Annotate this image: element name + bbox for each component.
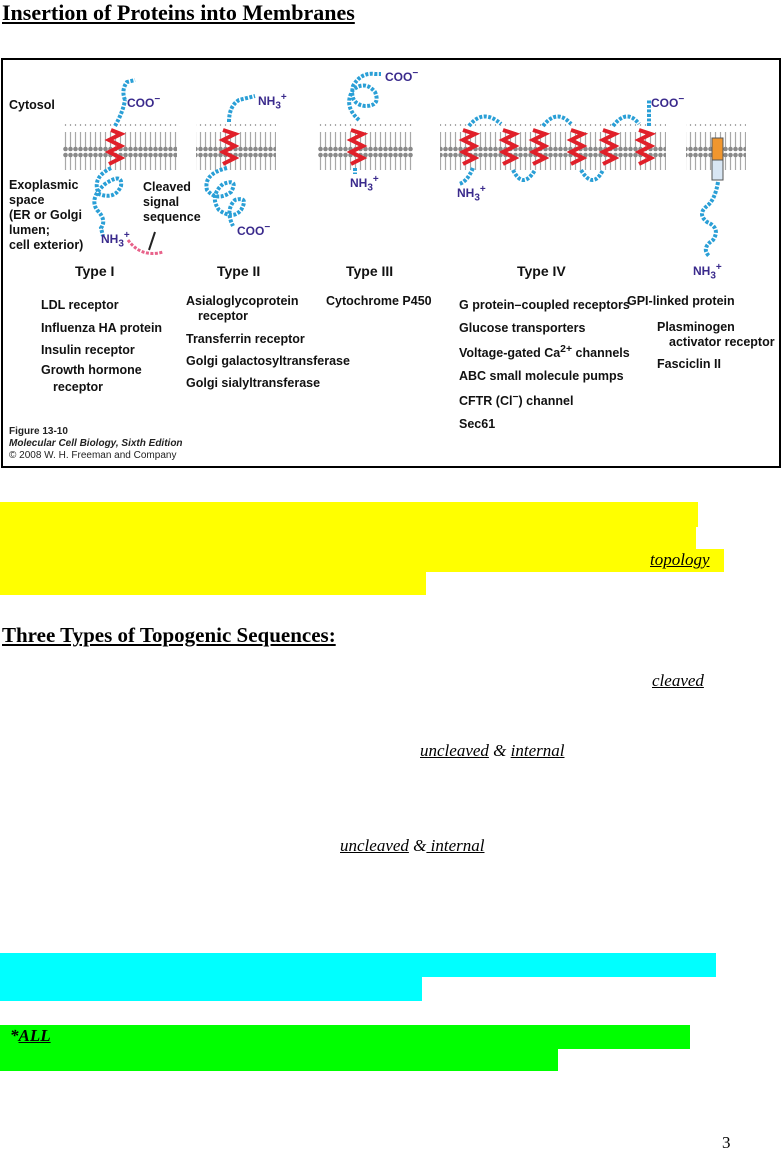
- type4-coo-label: COO−: [651, 94, 685, 110]
- cytosol-label: Cytosol: [9, 98, 55, 112]
- yellow-highlight-line2: [0, 527, 696, 549]
- green-highlight-line2: [0, 1049, 558, 1071]
- cyan-highlight-line1: [0, 953, 716, 977]
- type1-heading: Type I: [75, 263, 115, 279]
- gpi-examples: Plasminogen activator receptor Fasciclin II: [657, 320, 775, 371]
- type2-examples: Asialoglycoprotein receptor Transferrin receptor Golgi galactosyltransferase Golgi sialyltransferase: [186, 294, 350, 390]
- topology-term: topology: [650, 550, 710, 569]
- page-number: 3: [722, 1133, 731, 1152]
- protein-topology-figure: [1, 58, 781, 468]
- type3-examples: Cytochrome P450: [326, 294, 432, 308]
- type2-coo-label: COO−: [237, 222, 271, 238]
- cyan-highlight-line2: [0, 977, 422, 1001]
- cleaved-term: cleaved: [652, 671, 704, 690]
- gpi-nh3-label: $NH_3^+$: [693, 262, 722, 282]
- gpi-heading: GPI-linked protein: [627, 294, 735, 308]
- all-note: *ALL: [10, 1026, 51, 1045]
- type3-coo-label: COO−: [385, 68, 419, 84]
- uncleaved-internal-phrase-2: uncleaved & internal: [340, 836, 485, 855]
- yellow-highlight-line4: [0, 572, 426, 595]
- type3-heading: Type III: [346, 263, 394, 279]
- type1-nh3-label: $NH_3^+$: [101, 230, 130, 250]
- type2-nh3-label: $NH_3^+$: [258, 92, 287, 112]
- uncleaved-internal-phrase-1: uncleaved & internal: [420, 741, 565, 760]
- cleaved-signal-label: Cleaved signal sequence: [143, 180, 201, 224]
- exoplasmic-label: Exoplasmic space (ER or Golgi lumen; cell exterior): [9, 178, 84, 252]
- page-title: Insertion of Proteins into Membranes: [2, 0, 355, 25]
- type3-nh3-label: $NH_3^+$: [350, 174, 379, 194]
- yellow-highlight-line3: [0, 549, 724, 572]
- green-highlight-line1: [0, 1025, 690, 1049]
- type4-nh3-label: $NH_3^+$: [457, 184, 486, 204]
- section-heading: Three Types of Topogenic Sequences:: [2, 623, 336, 647]
- membrane-type3: [318, 124, 413, 170]
- yellow-highlight-line1: [0, 502, 698, 527]
- cleaved-signal-marker: [149, 232, 155, 250]
- figure-caption: Figure 13-10 Molecular Cell Biology, Sixth Edition © 2008 W. H. Freeman and Company: [9, 426, 183, 461]
- type1-examples: LDL receptor Influenza HA protein Insulin receptor Growth hormone receptor: [41, 298, 163, 394]
- type2-heading: Type II: [217, 263, 261, 279]
- type4-heading: Type IV: [517, 263, 566, 279]
- type4-examples: G protein–coupled receptors Glucose transporters Voltage-gated $Ca^{2+}$ channels ABC small molecule pumps CFTR (Cl−) channel Sec61: [459, 298, 630, 431]
- type1-coo-label: COO−: [127, 94, 161, 110]
